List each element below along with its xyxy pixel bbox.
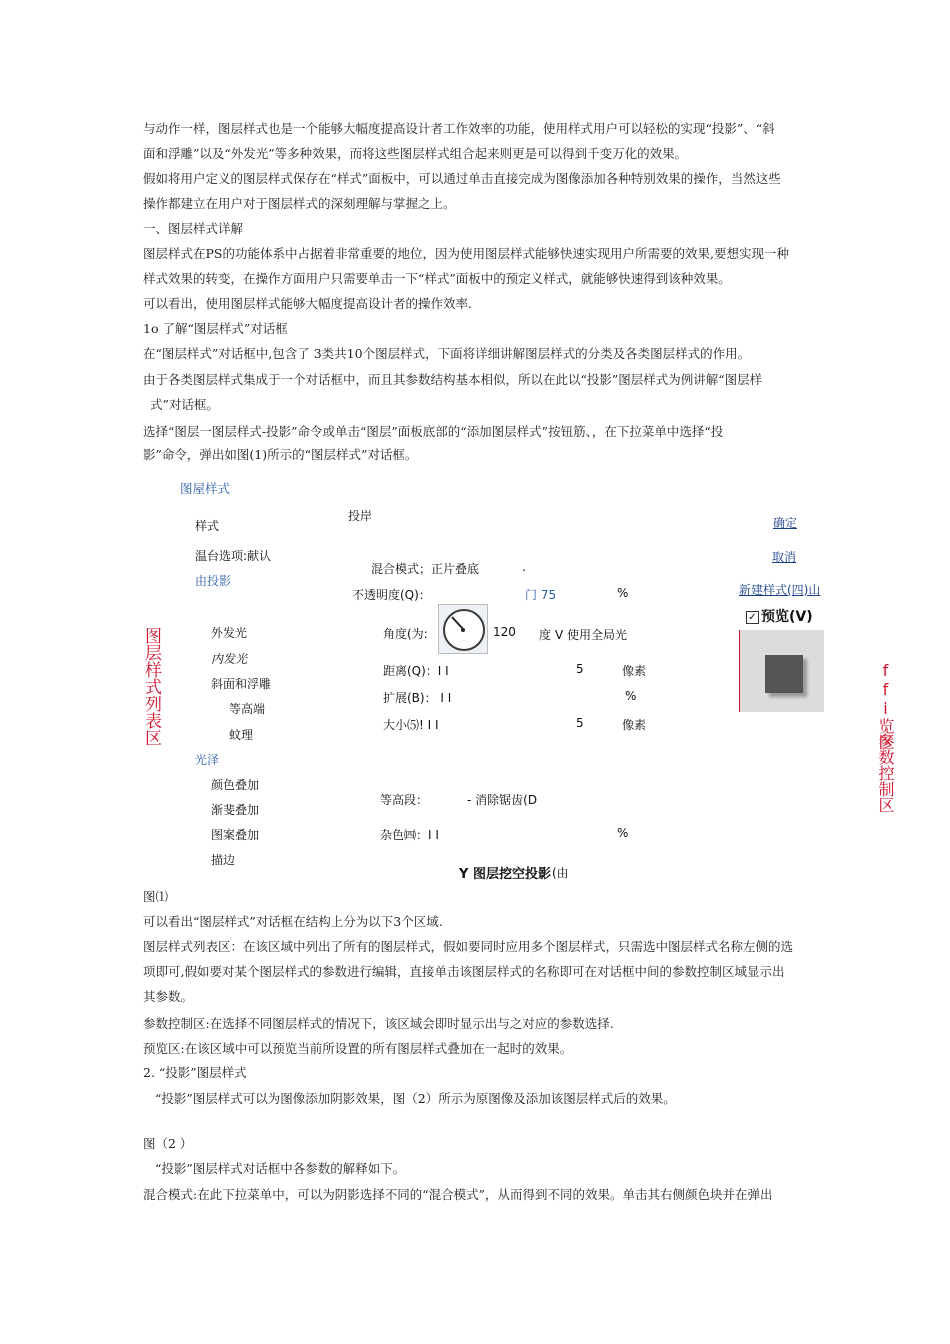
body-line-4: 其参数。 (143, 989, 194, 1004)
intro-line-2: 面和浮雕”以及“外发光”等多种效果，而将这些图层样式组合起来则更是可以得到千变万化的效果。 (143, 146, 688, 161)
body-line-6: 预览区:在该区域中可以预览当前所设置的所有图层样式叠加在一起时的效果。 (143, 1041, 573, 1056)
body-line-3: 项即可,假如要对某个图层样式的参数进行编辑，直接单击该图层样式的名称即可在对话框中间的参数控制区域显示出 (143, 964, 785, 979)
angle-unit: 度 (539, 628, 552, 642)
intro-line-9: 由于各类图层样式集成于一个对话框中，而且其参数结构基本相似，所以在此以“投影”图层样式为例讲解“图层样 (143, 372, 763, 387)
preview-shadow-square (765, 655, 803, 693)
style-item-texture[interactable]: 蚊理 (229, 728, 254, 742)
styles-header[interactable]: 样式 (195, 519, 220, 533)
knockout-suffix: (由 (552, 866, 569, 880)
intro-line-7: 可以看出，使用图层样式能够大幅度提高设计者的操作效率. (143, 296, 472, 311)
anti-alias-checkbox[interactable]: - 消除锯齿(D (467, 793, 538, 807)
contour-label: 等高段： (380, 793, 429, 807)
angle-input[interactable]: 120 (493, 625, 516, 639)
size-unit: 像素 (622, 718, 647, 732)
blend-mode-color-dot[interactable]: . (522, 560, 526, 574)
ok-button[interactable]: 确定 (773, 516, 798, 530)
intro-line-12: 影”命令，弹出如图(1)所示的“图层样式”对话框。 (143, 447, 418, 462)
blending-options-item[interactable]: 温台选项:献认 (195, 549, 272, 563)
section-heading-1: 一、图层样式详解 (143, 221, 244, 236)
body-line-5: 参数控制区:在选择不同图层样式的情况下，该区域会即时显示出与之对应的参数选择. (143, 1016, 614, 1031)
style-list-region-label: 图层样式列表区 (141, 627, 161, 746)
section-heading-2: 1o 了解“图层样式”对话框 (143, 321, 288, 336)
figure-1-caption: 图⑴ (143, 889, 169, 904)
dialog-title: 图屋样式 (180, 481, 231, 496)
style-item-outer-glow[interactable]: 外发光 (211, 626, 248, 640)
noise-label: 杂色㈣：I I (380, 828, 439, 842)
intro-line-3: 假如将用户定义的图层样式保存在“样式”面板中，可以通过单击直接完成为图像添加各种特别效果的操作，当然这些 (143, 171, 781, 186)
intro-line-5: 图层样式在PS的功能体系中占据着非常重要的地位，因为使用图层样式能够快速实现用户所需要的效果,要想实现一种 (143, 246, 789, 261)
intro-line-11: 选择“图层一图层样式-投影”命令或单击“图层”面板底部的“添加图层样式”按钮筋、，在下拉菜单中选择“投 (143, 424, 724, 439)
opacity-input[interactable]: 门 75 (525, 588, 557, 602)
distance-label: 距离(Q)：I I (383, 664, 449, 678)
cancel-button[interactable]: 取消 (772, 550, 797, 564)
global-light-checkbox[interactable]: V 使用全局光 (555, 628, 628, 642)
blend-mode-select[interactable]: 混合模式；正片叠底 (371, 562, 480, 576)
intro-line-8: 在“图层样式”对话框中,包含了 3类共10个图层样式，下面将详细讲解图层样式的分类及各类图层样式的作用。 (143, 346, 751, 361)
distance-input[interactable]: 5 (576, 662, 584, 676)
angle-dial[interactable] (438, 604, 488, 654)
layer-knockout-checkbox[interactable]: Y 图层挖空投影 (459, 867, 551, 882)
style-item-pattern-overlay[interactable]: 图案叠加 (211, 828, 260, 842)
opacity-unit: % (617, 586, 629, 600)
preview-label: 预览(V) (761, 609, 813, 625)
style-item-satin[interactable]: 光泽 (195, 753, 220, 767)
body-line-8: “投影”图层样式对话框中各参数的解释如下。 (155, 1161, 406, 1176)
size-input[interactable]: 5 (576, 716, 584, 730)
spread-label: 扩展(B)： I I (383, 691, 452, 705)
angle-label: 角度(为: (383, 627, 428, 641)
dial-needle-icon (439, 605, 487, 653)
section-title: 投岸 (348, 509, 373, 523)
noise-unit: % (617, 826, 629, 840)
body-line-2: 图层样式列表区：在该区域中列出了所有的图层样式，假如要同时应用多个图层样式，只需选中图层样式名称左侧的选 (143, 939, 794, 954)
section-heading-3: 2. “投影”图层样式 (143, 1065, 247, 1080)
intro-line-4: 操作都建立在用户对于图层样式的深刻理解与掌握之上。 (143, 196, 456, 211)
preview-region-label: ffi览区 (876, 661, 895, 750)
intro-line-1: 与动作一样，图层样式也是一个能够大幅度提高设计者工作效率的功能，使用样式用户可以轻松的实现“投影”、“斜 (143, 121, 775, 136)
style-item-bevel-emboss[interactable]: 斜面和浮雕 (211, 677, 272, 691)
intro-line-10: 式”对话框。 (150, 397, 219, 412)
style-item-gradient-overlay[interactable]: 渐斐叠加 (211, 803, 260, 817)
parameter-region-label: 参数控制区 (876, 733, 895, 813)
new-style-button[interactable]: 新建样式(四)山 (739, 583, 821, 597)
body-line-7: “投影”图层样式可以为图像添加阴影效果，图（2）所示为原图像及添加该图层样式后的效果。 (155, 1091, 676, 1106)
spread-unit: % (625, 689, 637, 703)
style-item-color-overlay[interactable]: 颜色叠加 (211, 778, 260, 792)
checkbox-check-icon: ✓ (746, 611, 759, 624)
style-item-inner-glow[interactable]: 内发光 (211, 652, 248, 666)
figure-2-caption: 图（2 ） (143, 1136, 193, 1151)
intro-line-6: 样式效果的转变，在操作方面用户只需要单击一下“样式”面板中的预定义样式，就能够快速得到该种效果。 (143, 271, 731, 286)
style-item-drop-shadow[interactable]: 由投影 (195, 574, 232, 588)
body-line-1: 可以看出“图层样式”对话框在结构上分为以下3个区域. (143, 914, 443, 929)
body-line-9: 混合模式:在此下拉菜单中，可以为阴影选择不同的“混合模式”，从而得到不同的效果。单击其右侧颜色块并在弹出 (143, 1187, 773, 1202)
opacity-label: 不透明度(Q)： (352, 588, 431, 602)
size-label: 大小⑸! I I (383, 718, 439, 732)
style-item-contour[interactable]: 等高端 (229, 702, 266, 716)
style-item-stroke[interactable]: 描边 (211, 853, 236, 867)
distance-unit: 像素 (622, 664, 647, 678)
preview-checkbox[interactable] (746, 606, 813, 626)
